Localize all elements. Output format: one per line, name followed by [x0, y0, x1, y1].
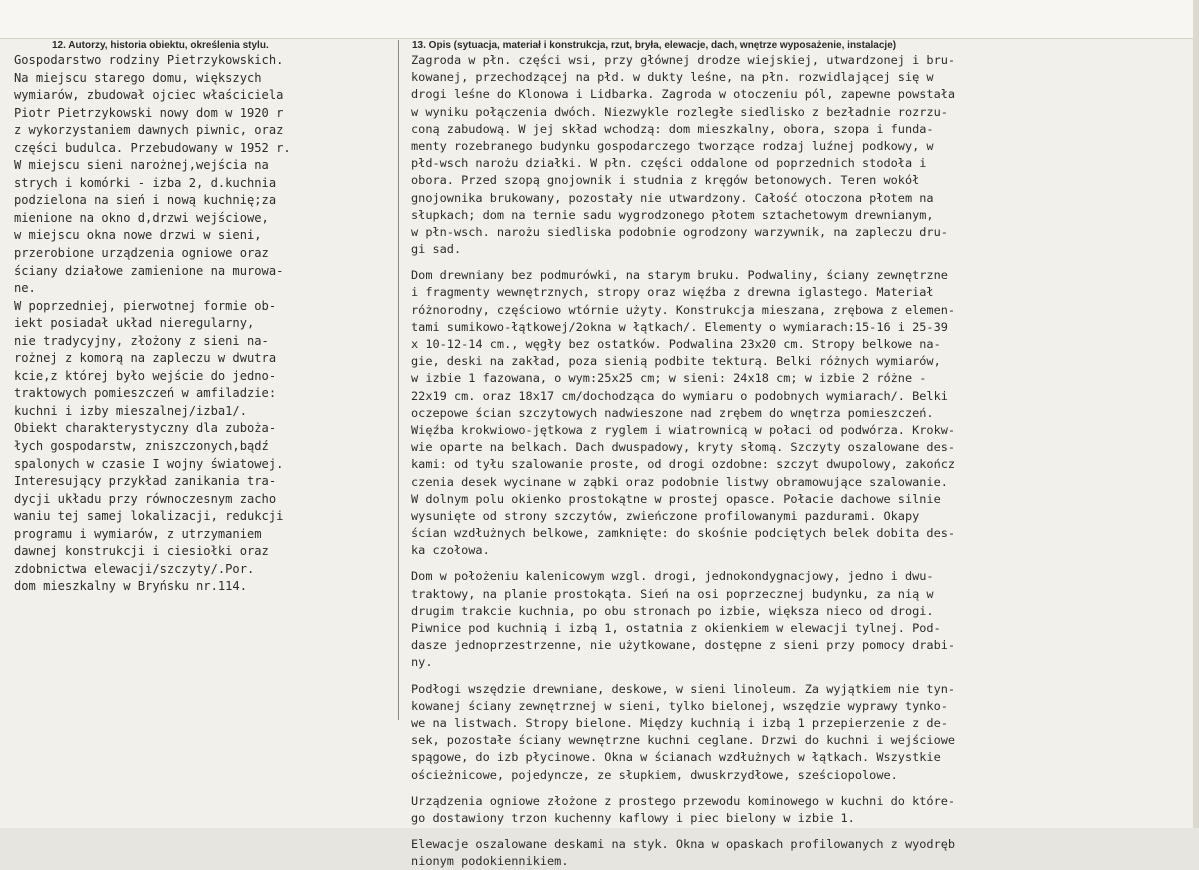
text-line: Więźba krokwiowo-jętkowa z ryglem i wiatrownicą w połaci od podwórza. Krokw-: [411, 422, 956, 437]
text-line: zdobnictwa elewacji/szczyty/.Por.: [14, 561, 255, 576]
paragraph-gap: [411, 559, 1193, 568]
text-line: strych i komórki - izba 2, d.kuchnia: [14, 175, 277, 190]
paragraph: [411, 836, 1193, 870]
text-line: W miejscu sieni narożnej,wejścia na: [14, 158, 269, 173]
text-line: Piwnice pod kuchnią i izbą 1, ostatnia z okienkiem w elewacji tylnej. Pod-: [411, 621, 941, 635]
text-line: i fragmenty wewnętrznych, stropy oraz więźba z drewna iglastego. Materiał: [411, 285, 934, 300]
text-line: 22x19 cm. oraz 18x17 cm/dochodząca do wymiaru o podobnych wymiarach/. Belki: [411, 388, 948, 403]
text-line: różnorodny, częściowo wtórnie użyty. Konstrukcja mieszana, zrębowa z elemen-: [411, 302, 956, 317]
paragraph: [411, 793, 1193, 827]
text-line: Zagroda w płn. części wsi, przy głównej drodze wiejskiej, utwardzonej i bru-: [411, 53, 956, 67]
text-line: Obiekt charakterystyczny dla zuboża-: [14, 421, 277, 436]
text-line: iekt posiadał układ nieregularny,: [14, 316, 255, 331]
text-line: kami: od tyłu szalowanie proste, od drogi ozdobne: szczyt dwupolowy, zakończ: [411, 457, 956, 472]
text-line: w wyniku połączenia dwóch. Niezwykle rozległe siedlisko z bezładnie rozrzu-: [411, 104, 948, 119]
text-line: gnojownika brukowany, pozostały nie utwardzony. Całość otoczona płotem na: [411, 190, 934, 205]
text-line: łych gospodarstw, zniszczonych,bądź: [14, 439, 269, 454]
text-line: czenia desek wycinane w ząbki oraz podobnie listwy obramowujące szalowanie.: [411, 474, 948, 489]
text-line: wymiarów, zbudował ojciec właściciela: [14, 88, 284, 103]
text-line: w miejscu okna nowe drzwi w sieni,: [14, 228, 262, 243]
paragraph-gap: [411, 784, 1193, 793]
text-line: nionym podokiennikiem.: [411, 854, 569, 869]
text-line: obora. Przed szopą gnojownik i studnia z kręgów betonowych. Teren wokół: [411, 173, 920, 188]
description-column: [411, 52, 1193, 870]
text-line: Gospodarstwo rodziny Pietrzykowskich.: [14, 53, 284, 67]
right-column-header: 13. Opis (sytuacja, materiał i konstrukcja, rzut, bryła, elewacje, dach, wnętrze wyposażenie, instalacje): [412, 40, 897, 51]
text-line: Dom w położeniu kalenicowym wzgl. drogi, jednokondygnacjowy, jedno i dwu-: [411, 569, 934, 584]
text-line: kcie,z której było wejście do jedno-: [14, 368, 277, 383]
text-line: Na miejscu starego domu, większych: [14, 70, 262, 85]
text-line: kuchni i izby mieszalnej/izba1/.: [14, 403, 247, 418]
text-line: ściany działowe zamienione na murowa-: [14, 263, 284, 278]
text-line: mienione na okno d,drzwi wejściowe,: [14, 210, 269, 225]
text-line: drugim trakcie kuchnia, po obu stronach po izbie, większa nieco od drogi.: [411, 603, 934, 618]
text-line: dom mieszkalny w Bryńsku nr.114.: [14, 579, 247, 594]
paragraph: [411, 267, 1193, 559]
top-margin-strip: [0, 0, 1199, 39]
text-line: Dom drewniany bez podmurówki, na starym bruku. Podwaliny, ściany zewnętrzne: [411, 268, 948, 283]
text-line: ne.: [14, 281, 36, 296]
text-line: dawnej konstrukcji i ciesiołki oraz: [14, 544, 269, 559]
text-line: traktowy, na planie prostokąta. Sień na osi poprzecznej budynku, za nią w: [411, 586, 934, 601]
text-line: dasze jednoprzestrzenne, nie użytkowane, dostępne z sieni przy pomocy drabi-: [411, 638, 956, 653]
text-line: traktowych pomieszczeń w amfiladzie:: [14, 386, 277, 401]
text-line: coną zabudową. W jej skład wchodzą: dom mieszkalny, obora, szopa i funda-: [411, 121, 934, 136]
text-line: Interesujący przykład zanikania tra-: [14, 474, 277, 489]
text-line: W dolnym polu okienko prostokątne w prostej opasce. Połacie dachowe silnie: [411, 491, 941, 506]
text-line: spągowe, do izb płycinowe. Okna w ścianach wzdłużnych w łątkach. Wszystkie: [411, 750, 941, 765]
text-line: spalonych w czasie I wojny światowej.: [14, 456, 284, 471]
text-line: wysunięte od strony szczytów, zwieńczone profilowanymi pazdurami. Okapy: [411, 508, 920, 523]
page-edge: [1193, 0, 1199, 828]
text-line: słupkach; dom na ternie sadu wygrodzonego płotem sztachetowym drewnianym,: [411, 207, 934, 222]
text-line: wie oparte na belkach. Dach dwuspadowy, kryty słomą. Szczyty oszalowane des-: [411, 440, 956, 455]
text-line: gi sad.: [411, 242, 462, 257]
paragraph: [411, 568, 1193, 671]
text-line: waniu tej samej lokalizacji, redukcji: [14, 509, 284, 524]
text-line: programu i wymiarów, z utrzymaniem: [14, 526, 262, 541]
paragraph: [411, 681, 1193, 784]
text-line: Podłogi wszędzie drewniane, deskowe, w sieni linoleum. Za wyjątkiem nie tyn-: [411, 681, 956, 696]
text-line: tami sumikowo-łątkowej/2okna w łątkach/. Elementy o wymiarach:15-16 i 25-39: [411, 319, 948, 334]
text-line: nie tradycyjny, złożony z sieni na-: [14, 333, 269, 348]
text-line: części budulca. Przebudowany w 1952 r.: [14, 140, 291, 155]
paragraph-gap: [411, 827, 1193, 836]
paragraph: [411, 52, 1193, 258]
text-line: x 10-12-14 cm., węgły bez ostatków. Podwalina 23x20 cm. Stropy belkowe na-: [411, 337, 941, 351]
text-line: ny.: [411, 655, 433, 670]
text-line: W poprzedniej, pierwotnej formie ob-: [14, 298, 277, 313]
text-line: oczepowe ścian szczytowych nadwieszone nad zrębem do wnętrza pomieszczeń.: [411, 405, 934, 420]
text-line: płd-wsch narożu działki. W płn. części oddalone od poprzednich stodoła i: [411, 156, 927, 171]
text-line: menty rozebranego budynku gospodarczego tworzące rodzaj luźnej podkowy, w: [411, 138, 934, 153]
text-line: sek, pozostałe ściany wewnętrzne kuchni ceglane. Drzwi do kuchni i wejściowe: [411, 733, 956, 748]
text-line: ościeżnicowe, pojedyncze, ze słupkiem, dwuskrzydłowe, sześciopolowe.: [411, 767, 898, 782]
text-line: z wykorzystaniem dawnych piwnic, oraz: [14, 123, 284, 138]
text-line: Urządzenia ogniowe złożone z prostego przewodu kominowego w kuchni do które-: [411, 793, 956, 808]
text-line: podzielona na sień i nową kuchnię;za: [14, 193, 277, 208]
text-line: Piotr Pietrzykowski nowy dom w 1920 r: [14, 105, 284, 120]
history-column: [14, 52, 394, 596]
column-divider: [398, 40, 399, 720]
text-line: w płn-wsch. narożu siedliska podobnie ogrodzony warzywnik, na zapleczu dru-: [411, 224, 948, 239]
text-line: dycji układu przy równoczesnym zacho: [14, 491, 277, 506]
text-line: w izbie 1 fazowana, o wym:25x25 cm; w sieni: 24x18 cm; w izbie 2 różne -: [411, 371, 927, 386]
text-line: drogi leśne do Klonowa i Lidbarka. Zagroda w otoczeniu pól, zapewne powstała: [411, 87, 956, 102]
text-line: go dostawiony trzon kuchenny kaflowy i piec bielony w izbie 1.: [411, 810, 855, 825]
text-line: ka czołowa.: [411, 543, 490, 558]
text-line: przerobione urządzenia ogniowe oraz: [14, 246, 269, 261]
text-line: kowanej, przechodzącej na płd. w dukty leśne, na płn. rozwidlającej się w: [411, 70, 934, 85]
text-line: Elewacje oszalowane deskami na styk. Okna w opaskach profilowanych z wyodręb: [411, 837, 956, 852]
text-line: gie, deski na zakład, poza sienią podbite tekturą. Belki różnych wymiarów,: [411, 354, 941, 369]
paragraph-gap: [411, 258, 1193, 267]
text-line: we na listwach. Stropy bielone. Między kuchnią i izbą 1 przepierzenie z de-: [411, 715, 948, 730]
paragraph-gap: [411, 672, 1193, 681]
text-line: kowanej ściany zewnętrznej w sieni, tylko bielonej, wszędzie wyprawy tynko-: [411, 698, 948, 713]
left-column-header: 12. Autorzy, historia obiektu, określenia stylu.: [52, 40, 269, 51]
text-line: ścian wzdłużnych belkowe, zamknięte: do skośnie podciętych belek dobita des-: [411, 526, 956, 541]
text-line: rożnej z komorą na zapleczu w dwutra: [14, 351, 277, 366]
